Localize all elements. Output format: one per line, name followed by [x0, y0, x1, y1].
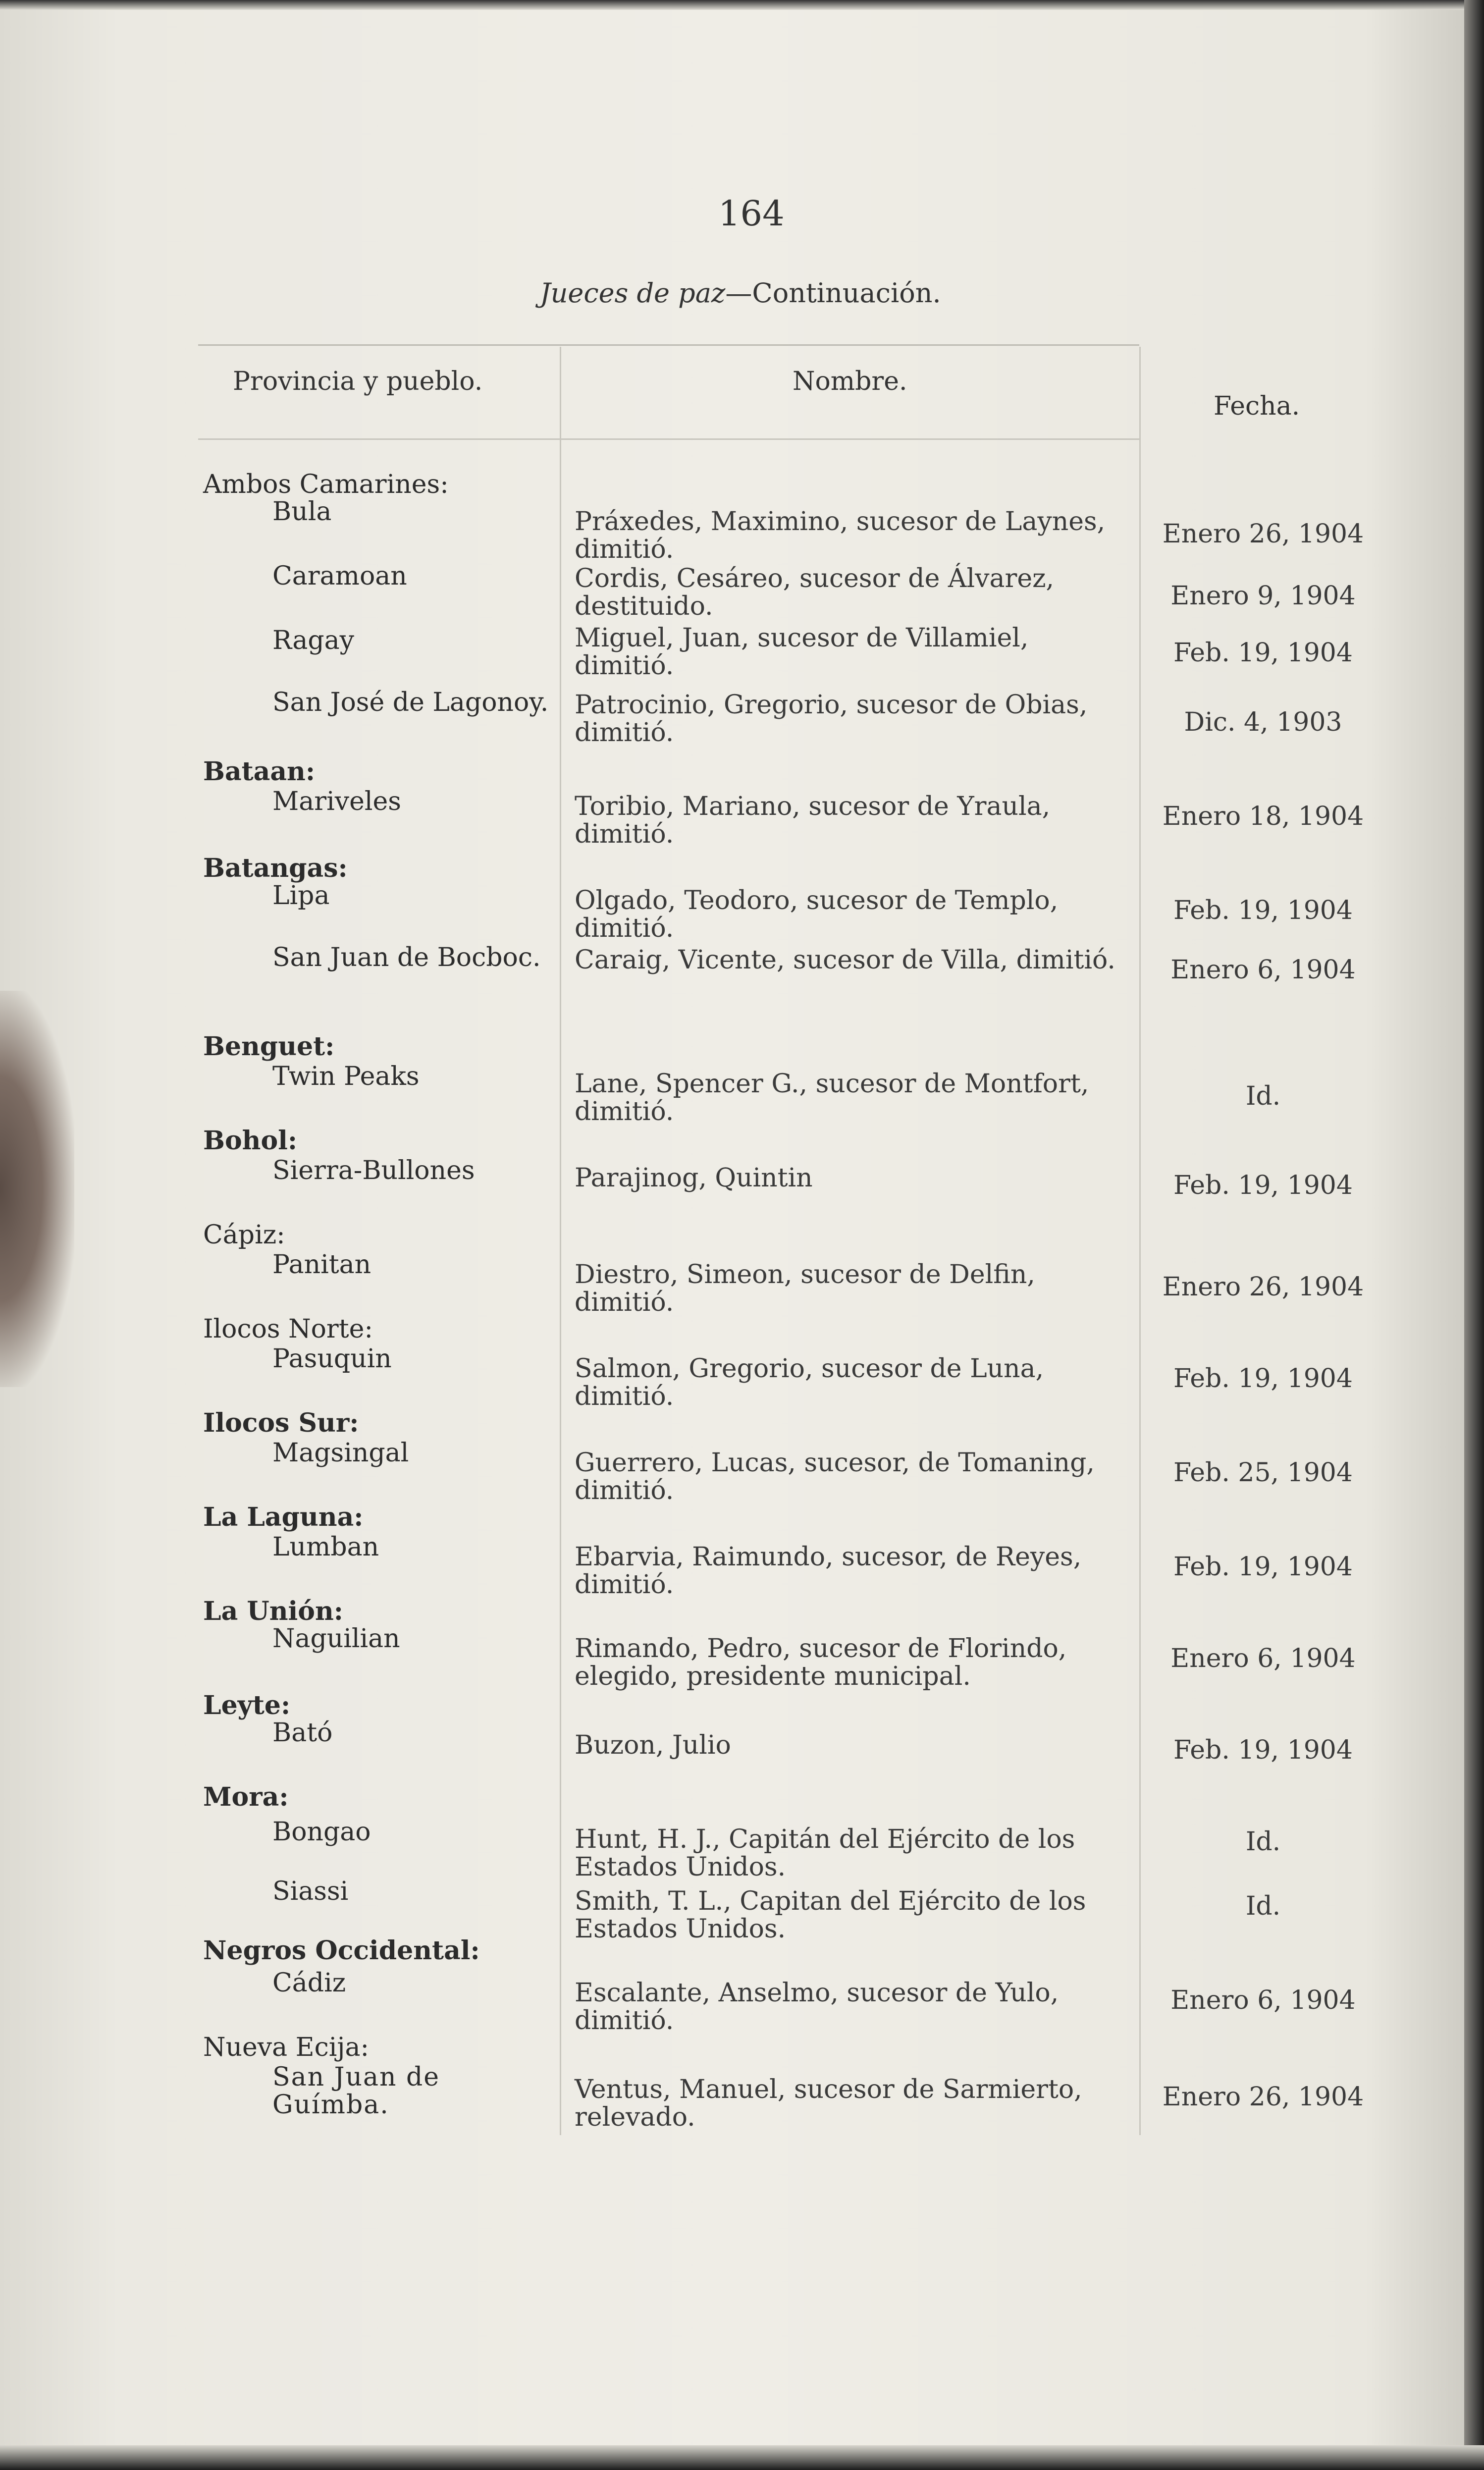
date-cell: Dic. 4, 1903 — [1184, 707, 1342, 737]
province-heading: Negros Occidental: — [203, 1935, 480, 1966]
date-cell: Enero 9, 1904 — [1170, 581, 1356, 611]
town-cell: Twin Peaks — [272, 1062, 420, 1091]
date-cell: Feb. 19, 1904 — [1173, 1171, 1353, 1200]
province-heading: Cápiz: — [203, 1220, 285, 1250]
province-heading: Batangas: — [203, 853, 348, 883]
town-cell: Panitan — [272, 1250, 371, 1280]
name-cell: Escalante, Anselmo, sucesor de Yulo, dimitió. — [575, 1978, 1059, 2036]
header-name: Nombre. — [793, 367, 907, 396]
town-cell: Lipa — [272, 881, 330, 911]
date-cell: Id. — [1245, 1081, 1281, 1111]
name-cell: Guerrero, Lucas, sucesor, de Tomaning, dimitió. — [575, 1448, 1095, 1505]
province-heading: Ilocos Sur: — [203, 1408, 359, 1438]
page-number: 164 — [718, 193, 785, 234]
date-cell: Enero 6, 1904 — [1170, 1644, 1356, 1673]
name-cell: Parajinog, Quintin — [575, 1163, 813, 1193]
town-cell: San José de Lagonoy. — [272, 688, 549, 717]
date-cell: Id. — [1245, 1891, 1281, 1921]
town-cell: Bongao — [272, 1817, 371, 1847]
name-cell: Salmon, Gregorio, sucesor de Luna, dimitió. — [575, 1354, 1044, 1411]
date-cell: Enero 26, 1904 — [1162, 1272, 1364, 1302]
name-cell: Toribio, Mariano, sucesor de Yraula, dimitió. — [575, 792, 1051, 849]
province-heading: Bohol: — [203, 1126, 298, 1156]
town-cell: Cádiz — [272, 1968, 346, 1998]
province-heading: La Laguna: — [203, 1502, 364, 1532]
name-cell: Patrocinio, Gregorio, sucesor de Obias, dimitió. — [575, 690, 1088, 748]
date-cell: Feb. 19, 1904 — [1173, 1735, 1353, 1765]
date-cell: Feb. 25, 1904 — [1173, 1458, 1353, 1488]
name-cell: Buzon, Julio — [575, 1730, 731, 1760]
name-cell: Cordis, Cesáreo, sucesor de Álvarez, destituido. — [575, 564, 1055, 621]
province-heading: La Unión: — [203, 1596, 343, 1626]
province-heading: Ilocos Norte: — [203, 1314, 373, 1344]
town-cell: Pasuquin — [272, 1344, 392, 1374]
date-cell: Id. — [1245, 1827, 1281, 1857]
town-cell: Bató — [272, 1718, 333, 1748]
date-cell: Enero 26, 1904 — [1162, 2082, 1364, 2112]
date-cell: Feb. 19, 1904 — [1173, 1364, 1353, 1394]
town-cell: Siassi — [272, 1877, 349, 1906]
header-date: Fecha. — [1214, 391, 1300, 421]
name-cell: Ebarvia, Raimundo, sucesor, de Reyes, dimitió. — [575, 1542, 1082, 1600]
province-heading: Mora: — [203, 1782, 289, 1812]
date-cell: Feb. 19, 1904 — [1173, 1552, 1353, 1582]
town-cell: Magsingal — [272, 1438, 409, 1468]
name-cell: Olgado, Teodoro, sucesor de Templo, dimitió. — [575, 886, 1059, 943]
date-cell: Feb. 19, 1904 — [1173, 638, 1353, 668]
town-cell: Sierra-Bullones — [272, 1156, 475, 1185]
date-cell: Enero 18, 1904 — [1162, 802, 1364, 831]
town-cell: San Juan de Guímba. — [272, 2062, 440, 2120]
subtitle-italic: Jueces de paz — [540, 277, 726, 309]
name-cell: Hunt, H. J., Capitán del Ejército de los Estados Unidos. — [575, 1825, 1075, 1882]
town-cell: Naguilian — [272, 1624, 400, 1654]
town-cell: Mariveles — [272, 787, 401, 816]
name-cell: Miguel, Juan, sucesor de Villamiel, dimitió. — [575, 623, 1029, 681]
name-cell: Diestro, Simeon, sucesor de Delfin, dimitió. — [575, 1260, 1035, 1317]
name-cell: Práxedes, Maximino, sucesor de Laynes, dimitió. — [575, 507, 1106, 564]
town-cell: Caramoan — [272, 561, 407, 591]
date-cell: Enero 6, 1904 — [1170, 1986, 1356, 2015]
province-heading: Ambos Camarines: — [203, 470, 449, 499]
town-cell: Bula — [272, 497, 332, 527]
town-cell: San Juan de Bocboc. — [272, 943, 541, 972]
province-heading: Bataan: — [203, 756, 316, 787]
name-cell: Rimando, Pedro, sucesor de Florindo, elegido, presidente municipal. — [575, 1634, 1067, 1691]
date-cell: Enero 6, 1904 — [1170, 955, 1356, 985]
name-cell: Smith, T. L., Capitan del Ejército de los Estados Unidos. — [575, 1886, 1086, 1944]
province-heading: Nueva Ecija: — [203, 2033, 370, 2062]
province-heading: Benguet: — [203, 1031, 335, 1062]
name-cell: Lane, Spencer G., sucesor de Montfort, dimitió. — [575, 1069, 1089, 1127]
town-cell: Lumban — [272, 1532, 379, 1562]
name-cell: Caraig, Vicente, sucesor de Villa, dimitió. — [575, 945, 1115, 975]
town-cell: Ragay — [272, 626, 355, 655]
header-province: Provincia y pueblo. — [233, 367, 483, 396]
subtitle-rest: —Continuación. — [725, 277, 941, 309]
province-heading: Leyte: — [203, 1690, 291, 1720]
name-cell: Ventus, Manuel, sucesor de Sarmierto, relevado. — [575, 2075, 1082, 2132]
date-cell: Enero 26, 1904 — [1162, 519, 1364, 549]
date-cell: Feb. 19, 1904 — [1173, 896, 1353, 925]
